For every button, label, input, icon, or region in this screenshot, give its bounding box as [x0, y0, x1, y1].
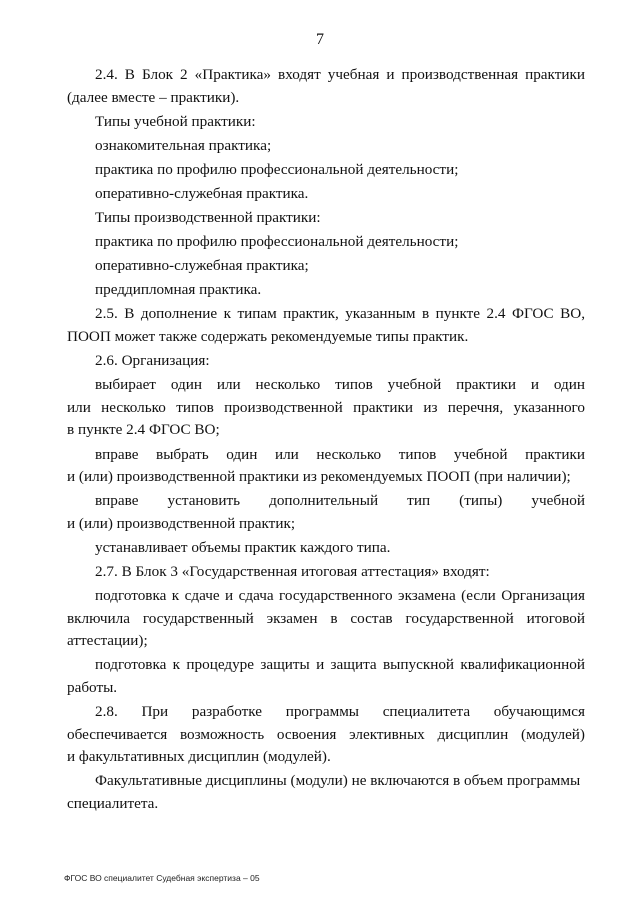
educational-practice-item-3: оперативно-служебная практика.	[95, 184, 309, 202]
paragraph-2-6-item-1-line-2: или несколько типов производственной практики из перечня, указанного	[67, 398, 585, 416]
educational-practice-item-1: ознакомительная практика;	[95, 136, 272, 154]
paragraph-elective-line-2: специалитета.	[67, 794, 159, 812]
paragraph-2-7-item-1-line-3: аттестации);	[67, 632, 148, 650]
paragraph-2-5-line-1: 2.5. В дополнение к типам практик, указанным в пункте 2.4 ФГОС ВО,	[95, 305, 585, 323]
educational-practice-item-2: практика по профилю профессиональной деятельности;	[95, 160, 459, 178]
paragraph-2-6-item-3-line-2: и (или) производственной практик;	[67, 514, 296, 532]
paragraph-2-4-line-2: (далее вместе – практики).	[67, 88, 240, 106]
production-practice-types-heading: Типы производственной практики:	[95, 209, 321, 227]
production-practice-item-1: практика по профилю профессиональной деятельности;	[95, 233, 459, 251]
paragraph-2-7-item-1-line-1: подготовка к сдаче и сдача государственного экзамена (если Организация	[95, 587, 585, 605]
paragraph-2-6-item-1-line-1: выбирает один или несколько типов учебной практики и один	[95, 376, 585, 394]
paragraph-2-6-item-4: устанавливает объемы практик каждого типа.	[95, 538, 391, 556]
paragraph-2-6-heading: 2.6. Организация:	[95, 352, 210, 370]
paragraph-2-6-item-3-line-1: вправе установить дополнительный тип (типы) учебной	[95, 492, 585, 510]
paragraph-2-4-line-1: 2.4. В Блок 2 «Практика» входят учебная и производственная практики	[95, 66, 585, 83]
production-practice-item-3: преддипломная практика.	[95, 281, 262, 299]
paragraph-2-8-line-3: и факультативных дисциплин (модулей).	[67, 748, 331, 766]
paragraph-2-8-line-1: 2.8. При разработке программы специалитета обучающимся	[95, 703, 585, 721]
paragraph-2-6-item-1-line-3: в пункте 2.4 ФГОС ВО;	[67, 421, 220, 439]
paragraph-2-5-line-2: ПООП может также содержать рекомендуемые типы практик.	[67, 328, 469, 346]
document-body	[67, 64, 585, 816]
paragraph-2-6-item-2-line-1: вправе выбрать один или несколько типов учебной практики	[95, 445, 585, 463]
paragraph-2-7-item-1-line-2: включила государственный экзамен в состав государственной итоговой	[67, 609, 585, 627]
paragraph-2-7-item-2-line-1: подготовка к процедуре защиты и защита выпускной квалификационной	[95, 656, 585, 674]
paragraph-2-7-heading: 2.7. В Блок 3 «Государственная итоговая аттестация» входят:	[95, 562, 490, 580]
page-footer: ФГОС ВО специалитет Судебная экспертиза – 05	[64, 873, 260, 883]
educational-practice-types-heading: Типы учебной практики:	[95, 112, 256, 130]
paragraph-elective-line-1: Факультативные дисциплины (модули) не включаются в объем программы	[95, 772, 581, 790]
page-number: 7	[316, 31, 324, 48]
paragraph-2-8-line-2: обеспечивается возможность освоения элективных дисциплин (модулей)	[67, 725, 585, 743]
paragraph-2-7-item-2-line-2: работы.	[67, 678, 118, 696]
paragraph-2-6-item-2-line-2: и (или) производственной практики из рекомендуемых ПООП (при наличии);	[67, 468, 571, 486]
production-practice-item-2: оперативно-служебная практика;	[95, 257, 309, 275]
